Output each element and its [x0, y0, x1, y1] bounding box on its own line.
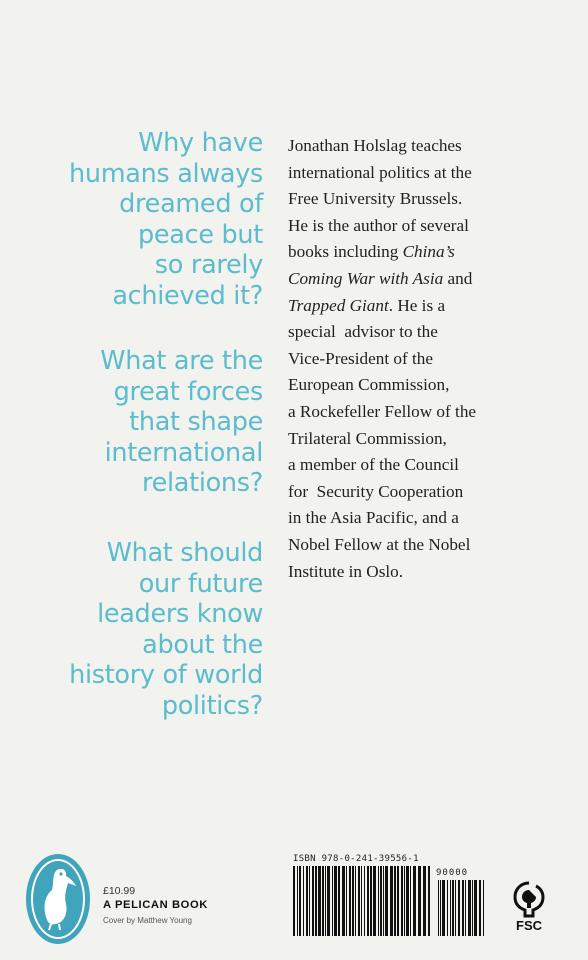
barcode-bar [355, 866, 356, 936]
barcode-addon-bar [452, 880, 454, 936]
author-bio [288, 133, 578, 585]
bio-line: Nobel Fellow at the Nobel [288, 534, 471, 554]
barcode-bar [413, 866, 416, 936]
barcode-bar [327, 866, 330, 936]
barcode-addon-bar [472, 880, 473, 936]
book-title: Coming War with Asia [288, 268, 444, 288]
question-line: relations? [142, 468, 263, 498]
barcode-bar [364, 866, 365, 936]
bio-line: Vice-President of the [288, 348, 434, 368]
bio-text: and [443, 268, 473, 288]
barcode-addon-bar [479, 880, 481, 936]
bio-line: a member of the Council [288, 455, 459, 475]
question-line: humans always [68, 158, 263, 189]
imprint-label: A PELICAN BOOK [103, 899, 208, 911]
barcode-addon-bar [442, 880, 445, 936]
bio-line [288, 293, 578, 320]
bio-line: special advisor to the [288, 322, 438, 342]
book-title: China’s [402, 242, 455, 262]
barcode-addon-bar [455, 880, 456, 936]
barcode-bar [325, 866, 326, 936]
bio-text: books including [288, 242, 403, 262]
question-line: leaders know [97, 599, 263, 629]
fsc-label: FSC [516, 918, 542, 933]
bio-line: Institute in Oslo. [288, 561, 404, 581]
barcode-bar [309, 866, 310, 936]
question-line: that shape [129, 407, 263, 437]
barcode-bar [349, 866, 351, 936]
barcode-addon-bar [440, 880, 441, 936]
barcode-bar [297, 866, 298, 936]
question-1 [69, 128, 263, 311]
barcode-bar [322, 866, 324, 936]
cover-credit: Cover by Matthew Young [103, 916, 192, 925]
question-line: about the [142, 629, 263, 660]
bio-line: for Security Cooperation [288, 481, 464, 501]
question-line: politics? [161, 690, 263, 721]
question-line: international [104, 437, 263, 468]
barcode-bar [361, 866, 362, 936]
barcode-bar [397, 866, 399, 936]
barcode-bar [342, 866, 345, 936]
barcode-bar [338, 866, 340, 936]
barcode-addon-bar [465, 880, 466, 936]
barcode-bar [299, 866, 301, 936]
barcode-bar [404, 866, 405, 936]
barcode-addon-bar [474, 880, 477, 936]
barcode-bar [401, 866, 403, 936]
barcode-bar [303, 866, 304, 936]
barcode-bar [378, 866, 379, 936]
barcode-icon [293, 866, 488, 936]
barcode-bar [423, 866, 426, 936]
pelican-logo-icon [24, 852, 92, 946]
question-line: What are the [100, 346, 263, 376]
barcode-bar [418, 866, 421, 936]
barcode-bar [318, 866, 321, 936]
barcode-bar [352, 866, 354, 936]
bio-line [288, 239, 578, 266]
bio-line: Free University Brussels. [288, 189, 463, 209]
barcode-addon-bar [483, 880, 484, 936]
question-line: achieved it? [112, 280, 263, 311]
barcode-bar [312, 866, 314, 936]
barcode-bar [385, 866, 388, 936]
barcode-addon-text: 90000 [436, 868, 469, 878]
bio-line: Trilateral Commission, [288, 428, 447, 448]
bio-line: international politics at the [288, 162, 472, 182]
fsc-tree-icon [505, 880, 553, 936]
barcode-bar [370, 866, 372, 936]
price: £10.99 [103, 885, 136, 897]
barcode-bar [293, 866, 295, 936]
question-line: so rarely [154, 250, 263, 280]
barcode-bar [358, 866, 360, 936]
barcode-bar [394, 866, 396, 936]
bio-text: . He is a [388, 295, 446, 315]
barcode-bar [367, 866, 369, 936]
isbn-text: ISBN 978-0-241-39556-1 [293, 854, 419, 864]
barcode-addon-bar [458, 880, 460, 936]
barcode-bar [306, 866, 308, 936]
barcode-addon-bar [462, 880, 464, 936]
question-line: peace but [138, 219, 263, 250]
bio-line: European Commission, [288, 375, 450, 395]
barcode-bar [383, 866, 384, 936]
question-line: our future [138, 568, 263, 599]
barcode-bar [332, 866, 333, 936]
barcode-bar [410, 866, 411, 936]
book-title: Trapped Giant [288, 295, 389, 315]
question-line: great forces [113, 376, 263, 407]
barcode-addon-bar [468, 880, 471, 936]
barcode-bar [373, 866, 376, 936]
barcode-bar [315, 866, 317, 936]
question-2 [100, 346, 263, 499]
question-line: history of world [69, 660, 263, 690]
barcode-bar [380, 866, 382, 936]
question-line: What should [106, 538, 263, 568]
question-line: Why have [138, 128, 263, 158]
question-3 [69, 538, 263, 721]
bio-line: Jonathan Holslag teaches [288, 136, 462, 155]
barcode-addon-bar [438, 880, 439, 936]
barcode-bar [334, 866, 337, 936]
barcode-bar [406, 866, 409, 936]
bio-line [288, 266, 578, 293]
barcode-addon-bar [450, 880, 451, 936]
barcode-addon-bar [447, 880, 448, 936]
bio-line: in the Asia Pacific, and a [288, 508, 459, 528]
barcode-bar [390, 866, 393, 936]
barcode-bar [346, 866, 347, 936]
question-line: dreamed of [119, 189, 263, 219]
barcode-bar [428, 866, 430, 936]
bio-line: He is the author of several [288, 215, 469, 235]
bio-line: a Rockefeller Fellow of the [288, 401, 477, 421]
